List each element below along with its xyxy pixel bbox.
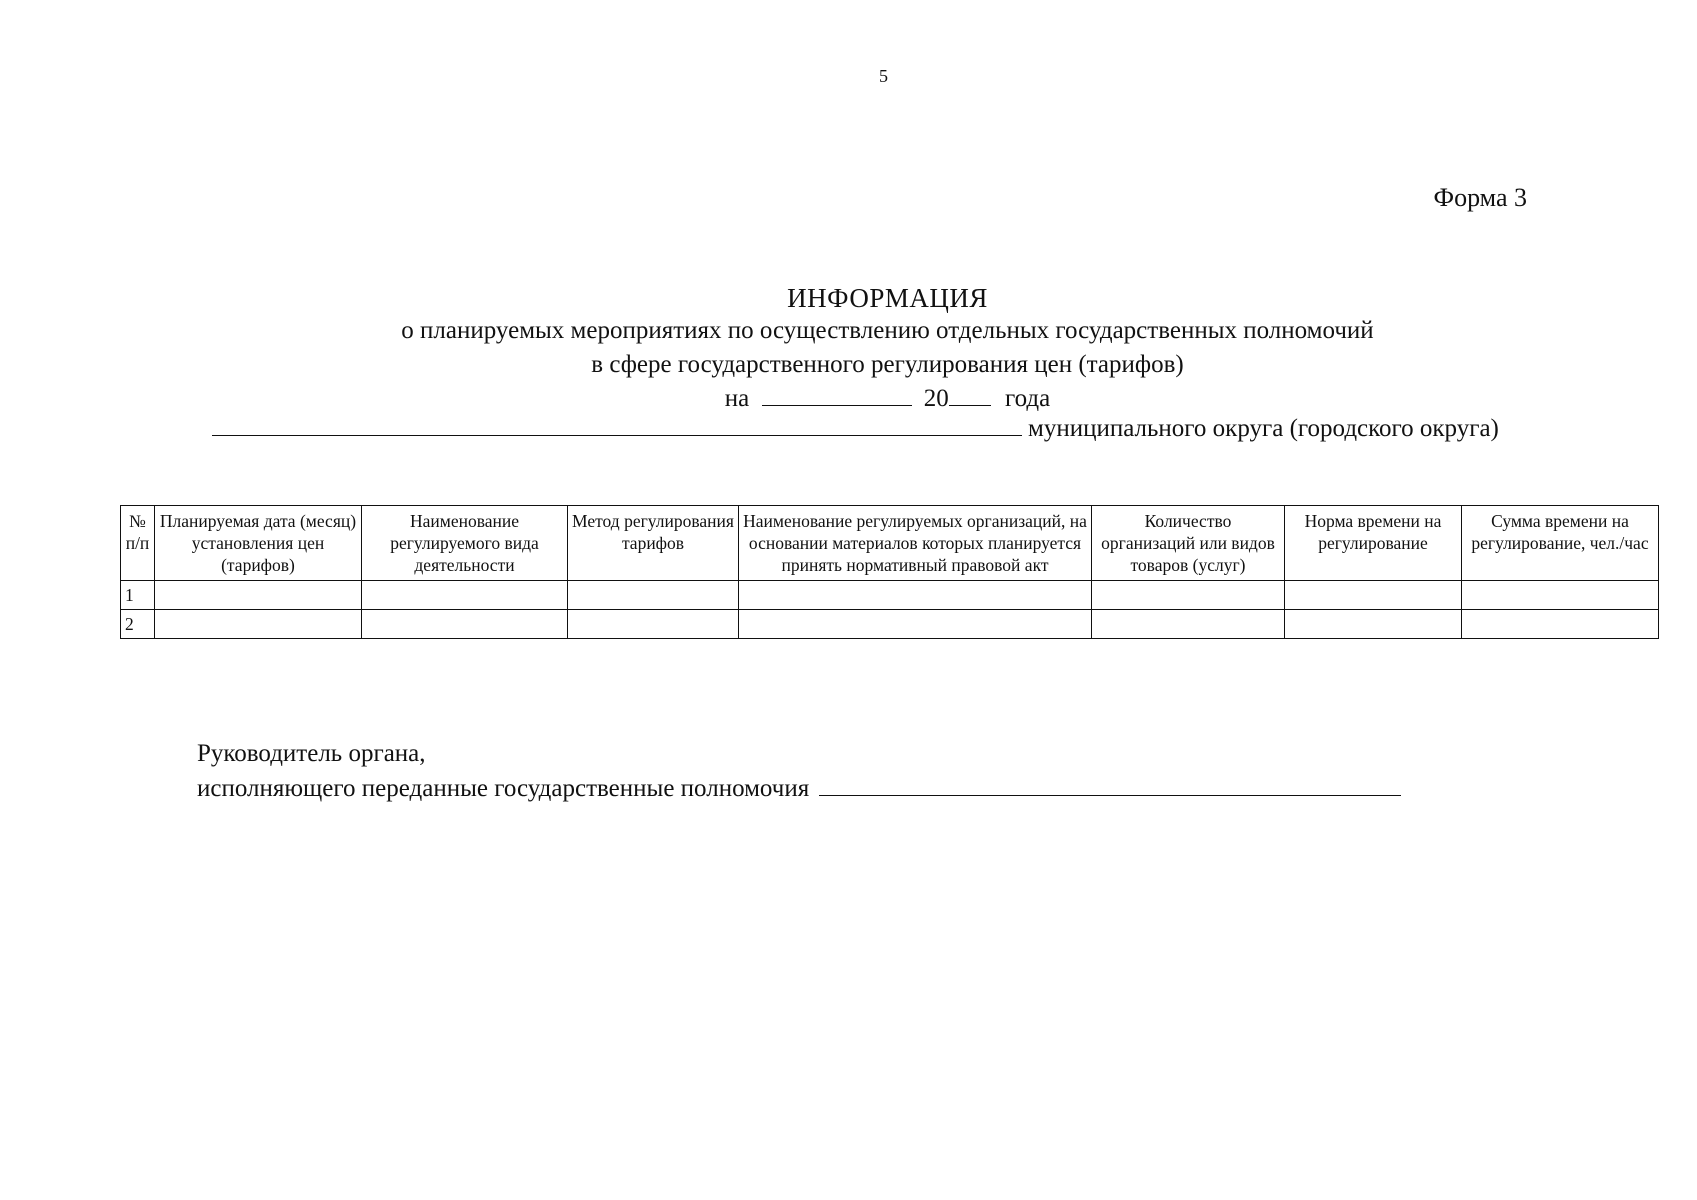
period-suffix: года xyxy=(1005,385,1051,412)
period-month-blank[interactable] xyxy=(762,383,912,406)
planned-activities-table xyxy=(120,505,1659,639)
table-cell[interactable] xyxy=(739,610,1092,639)
signature-line2 xyxy=(197,771,1401,806)
header-time-norm: Норма времени на регулирование xyxy=(1285,506,1462,581)
table-cell[interactable] xyxy=(568,581,739,610)
document-subtitle-line1: о планируемых мероприятиях по осуществлению отдельных государственных полномочий xyxy=(401,317,1374,344)
table-cell[interactable]: 2 xyxy=(121,610,155,639)
page-number: 5 xyxy=(879,66,888,86)
header-organizations: Наименование регулируемых организаций, на основании материалов которых планируется принять нормативный правовой акт xyxy=(739,506,1092,581)
period-line xyxy=(0,383,1697,413)
table-cell[interactable] xyxy=(1462,581,1659,610)
header-activity-type: Наименование регулируемого вида деятельности xyxy=(362,506,568,581)
document-title: ИНФОРМАЦИЯ xyxy=(787,283,988,313)
period-year-prefix: 20 xyxy=(923,385,949,412)
table-cell[interactable]: 1 xyxy=(121,581,155,610)
header-count: Количество организаций или видов товаров (услуг) xyxy=(1092,506,1285,581)
header-planned-date: Планируемая дата (месяц) установления цен (тарифов) xyxy=(155,506,362,581)
district-name-blank[interactable] xyxy=(212,413,1022,436)
table-header-row xyxy=(121,506,1659,581)
table-cell[interactable] xyxy=(155,581,362,610)
signature-line2-text: исполняющего переданные государственные полномочия xyxy=(197,775,810,802)
header-regulation-method: Метод регулирования тарифов xyxy=(568,506,739,581)
table-cell[interactable] xyxy=(739,581,1092,610)
table-cell[interactable] xyxy=(1285,610,1462,639)
table-cell[interactable] xyxy=(1092,610,1285,639)
table-row xyxy=(121,581,1659,610)
table-cell[interactable] xyxy=(1092,581,1285,610)
document-subtitle-line2: в сфере государственного регулирования цен (тарифов) xyxy=(591,351,1184,378)
table-cell[interactable] xyxy=(362,610,568,639)
period-year-blank[interactable] xyxy=(949,383,991,406)
table-row xyxy=(121,610,1659,639)
signature-blank[interactable] xyxy=(819,773,1401,796)
header-number: № п/п xyxy=(121,506,155,581)
table-cell[interactable] xyxy=(1462,610,1659,639)
table-cell[interactable] xyxy=(155,610,362,639)
district-suffix: муниципального округа (городского округа) xyxy=(1028,415,1499,442)
table-cell[interactable] xyxy=(568,610,739,639)
form-label: Форма 3 xyxy=(1433,183,1527,212)
table-cell[interactable] xyxy=(1285,581,1462,610)
signature-line1: Руководитель органа, xyxy=(197,740,426,767)
district-line xyxy=(212,413,1499,443)
table-cell[interactable] xyxy=(362,581,568,610)
signature-block xyxy=(197,736,1401,806)
period-prefix: на xyxy=(724,385,750,412)
header-time-sum: Сумма времени на регулирование, чел./час xyxy=(1462,506,1659,581)
